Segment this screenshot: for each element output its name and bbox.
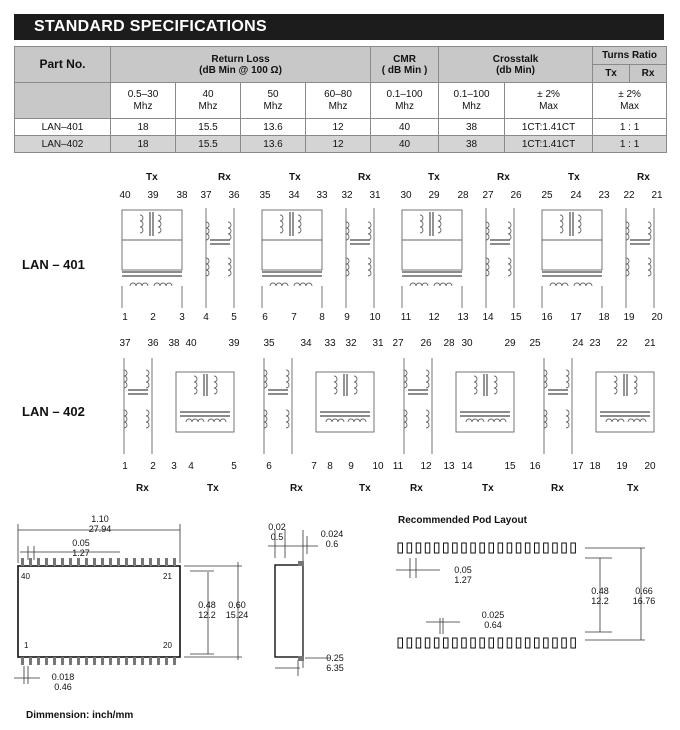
subheader-cell: 40 Mhz <box>176 83 241 119</box>
pin-number: 16 <box>529 461 541 472</box>
pin-number: 31 <box>372 338 384 349</box>
pin-number: 18 <box>598 312 610 323</box>
pin-number: 5 <box>231 312 237 323</box>
rx-label: Rx <box>218 172 231 183</box>
pin-number: 16 <box>541 312 553 323</box>
pin-number: 30 <box>461 338 473 349</box>
pin-number: 4 <box>203 312 209 323</box>
subheader-cell: 60–80 Mhz <box>306 83 371 119</box>
crosstalk-header: Crosstalk (db Min) <box>439 47 593 83</box>
pin-number: 36 <box>147 338 159 349</box>
value-cell: 13.6 <box>241 119 306 136</box>
rx-label: Rx <box>637 172 650 183</box>
rx-label: Rx <box>358 172 371 183</box>
pin-number: 5 <box>231 461 237 472</box>
pin-number: 32 <box>345 338 357 349</box>
pin-number: 13 <box>443 461 455 472</box>
tx-label: Tx <box>482 483 494 494</box>
table-row <box>15 136 667 153</box>
pin-number: 33 <box>316 190 328 201</box>
pin-number: 11 <box>400 312 412 323</box>
pin-number: 3 <box>171 461 177 472</box>
rx-header: Rx <box>630 65 667 83</box>
pin-number: 32 <box>341 190 353 201</box>
part-cell: LAN–402 <box>15 136 111 153</box>
pin-number: 14 <box>461 461 473 472</box>
pin-number: 37 <box>200 190 212 201</box>
pin-number: 2 <box>150 461 156 472</box>
pin-number: 22 <box>616 338 628 349</box>
pin-number: 10 <box>369 312 381 323</box>
pin-number: 34 <box>300 338 312 349</box>
pin-number: 26 <box>420 338 432 349</box>
rx-label: Rx <box>136 483 149 494</box>
tx-label: Tx <box>289 172 301 183</box>
subheader-cell: ± 2% Max <box>593 83 667 119</box>
dim-side-b: 0.024 0.6 <box>320 529 344 549</box>
rx-label: Rx <box>290 483 303 494</box>
pin-number: 21 <box>651 190 663 201</box>
pin-number: 26 <box>510 190 522 201</box>
pin-number: 20 <box>651 312 663 323</box>
pin-1-label: 1 <box>24 641 29 650</box>
dim-pod-h2: 0.66 16.76 <box>632 586 656 606</box>
table-row <box>15 119 667 136</box>
pod-layout-title: Recommended Pod Layout <box>398 515 527 526</box>
pin-20-label: 20 <box>163 641 172 650</box>
pin-number: 14 <box>482 312 494 323</box>
pin-number: 15 <box>510 312 522 323</box>
pin-number: 21 <box>644 338 656 349</box>
pin-number: 29 <box>428 190 440 201</box>
pin-number: 36 <box>228 190 240 201</box>
value-cell: 15.5 <box>176 119 241 136</box>
pin-number: 27 <box>482 190 494 201</box>
pin-number: 6 <box>266 461 272 472</box>
pin-number: 10 <box>372 461 384 472</box>
tx-label: Tx <box>428 172 440 183</box>
pin-number: 25 <box>541 190 553 201</box>
pin-number: 24 <box>570 190 582 201</box>
value-cell: 1 : 1 <box>593 119 667 136</box>
pin-number: 9 <box>344 312 350 323</box>
spec-table <box>14 46 667 153</box>
rx-label: Rx <box>551 483 564 494</box>
dim-side-a: 0.02 0.5 <box>268 522 286 542</box>
value-cell: 18 <box>111 119 176 136</box>
value-cell: 1CT:1.41CT <box>505 119 593 136</box>
value-cell: 38 <box>439 119 505 136</box>
pin-number: 1 <box>122 312 128 323</box>
value-cell: 12 <box>306 119 371 136</box>
pin-number: 39 <box>147 190 159 201</box>
pin-number: 8 <box>327 461 333 472</box>
value-cell: 15.5 <box>176 136 241 153</box>
pin-number: 9 <box>348 461 354 472</box>
tx-label: Tx <box>146 172 158 183</box>
subheader-cell: 0.1–100 Mhz <box>371 83 439 119</box>
tx-label: Tx <box>568 172 580 183</box>
pin-number: 31 <box>369 190 381 201</box>
pin-number: 12 <box>420 461 432 472</box>
pin-number: 40 <box>185 338 197 349</box>
pin-number: 40 <box>119 190 131 201</box>
tx-header: Tx <box>593 65 630 83</box>
turns-ratio-header: Turns Ratio <box>593 47 667 65</box>
lan402-schematic <box>110 350 670 458</box>
pin-number: 28 <box>457 190 469 201</box>
pin-number: 15 <box>504 461 516 472</box>
pin-number: 17 <box>572 461 584 472</box>
pin-21-label: 21 <box>163 572 172 581</box>
rx-label: Rx <box>497 172 510 183</box>
pin-number: 38 <box>176 190 188 201</box>
pin-number: 18 <box>589 461 601 472</box>
pin-number: 7 <box>311 461 317 472</box>
pin-number: 20 <box>644 461 656 472</box>
subheader-cell: 0.5–30 Mhz <box>111 83 176 119</box>
subheader-cell: 50 Mhz <box>241 83 306 119</box>
subheader-cell: ± 2% Max <box>505 83 593 119</box>
pin-number: 23 <box>589 338 601 349</box>
pin-number: 35 <box>263 338 275 349</box>
dim-pod-pitch: 0.05 1.27 <box>454 565 472 585</box>
tx-label: Tx <box>359 483 371 494</box>
value-cell: 38 <box>439 136 505 153</box>
pin-number: 13 <box>457 312 469 323</box>
pin-number: 1 <box>122 461 128 472</box>
pin-number: 6 <box>262 312 268 323</box>
part-no-spacer <box>15 83 111 119</box>
pin-number: 12 <box>428 312 440 323</box>
pin-40-label: 40 <box>21 572 30 581</box>
pin-number: 22 <box>623 190 635 201</box>
pin-number: 17 <box>570 312 582 323</box>
value-cell: 1CT:1.41CT <box>505 136 593 153</box>
pin-number: 27 <box>392 338 404 349</box>
part-no-header: Part No. <box>15 47 111 83</box>
pin-number: 28 <box>443 338 455 349</box>
pin-number: 38 <box>168 338 180 349</box>
pin-number: 2 <box>150 312 156 323</box>
rx-label: Rx <box>410 483 423 494</box>
section-banner <box>14 14 664 40</box>
unit-note: Dimmension: inch/mm <box>26 710 134 721</box>
dim-pod-pad: 0.025 0.64 <box>481 610 505 630</box>
part-cell: LAN–401 <box>15 119 111 136</box>
dim-side-h: 0.25 6.35 <box>326 653 344 673</box>
dim-lead: 0.018 0.46 <box>51 672 75 692</box>
dim-h2: 0.60 15.24 <box>225 600 249 620</box>
pin-number: 37 <box>119 338 131 349</box>
dim-pitch: 0.05 1.27 <box>72 538 90 558</box>
dim-width: 1.10 27.94 <box>88 514 112 534</box>
value-cell: 12 <box>306 136 371 153</box>
pin-number: 25 <box>529 338 541 349</box>
dim-pod-h1: 0.48 12.2 <box>591 586 609 606</box>
pin-number: 7 <box>291 312 297 323</box>
pin-number: 24 <box>572 338 584 349</box>
pin-number: 34 <box>288 190 300 201</box>
value-cell: 13.6 <box>241 136 306 153</box>
tx-label: Tx <box>207 483 219 494</box>
pin-number: 33 <box>324 338 336 349</box>
pin-number: 11 <box>392 461 404 472</box>
subheader-cell: 0.1–100 Mhz <box>439 83 505 119</box>
value-cell: 40 <box>371 136 439 153</box>
pin-number: 8 <box>319 312 325 323</box>
return-loss-header: Return Loss (dB Min @ 100 Ω) <box>111 47 371 83</box>
value-cell: 1 : 1 <box>593 136 667 153</box>
lan402-label: LAN – 402 <box>22 404 85 419</box>
pin-number: 23 <box>598 190 610 201</box>
dim-h1: 0.48 12.2 <box>198 600 216 620</box>
pin-number: 30 <box>400 190 412 201</box>
value-cell: 18 <box>111 136 176 153</box>
pin-number: 4 <box>188 461 194 472</box>
lan401-label: LAN – 401 <box>22 257 85 272</box>
pin-number: 3 <box>179 312 185 323</box>
tx-label: Tx <box>627 483 639 494</box>
pin-number: 29 <box>504 338 516 349</box>
pin-number: 39 <box>228 338 240 349</box>
banner-title: STANDARD SPECIFICATIONS <box>34 18 267 35</box>
lan401-schematic <box>110 200 670 312</box>
pin-number: 19 <box>616 461 628 472</box>
pin-number: 19 <box>623 312 635 323</box>
pin-number: 35 <box>259 190 271 201</box>
value-cell: 40 <box>371 119 439 136</box>
cmr-header: CMR ( dB Min ) <box>371 47 439 83</box>
